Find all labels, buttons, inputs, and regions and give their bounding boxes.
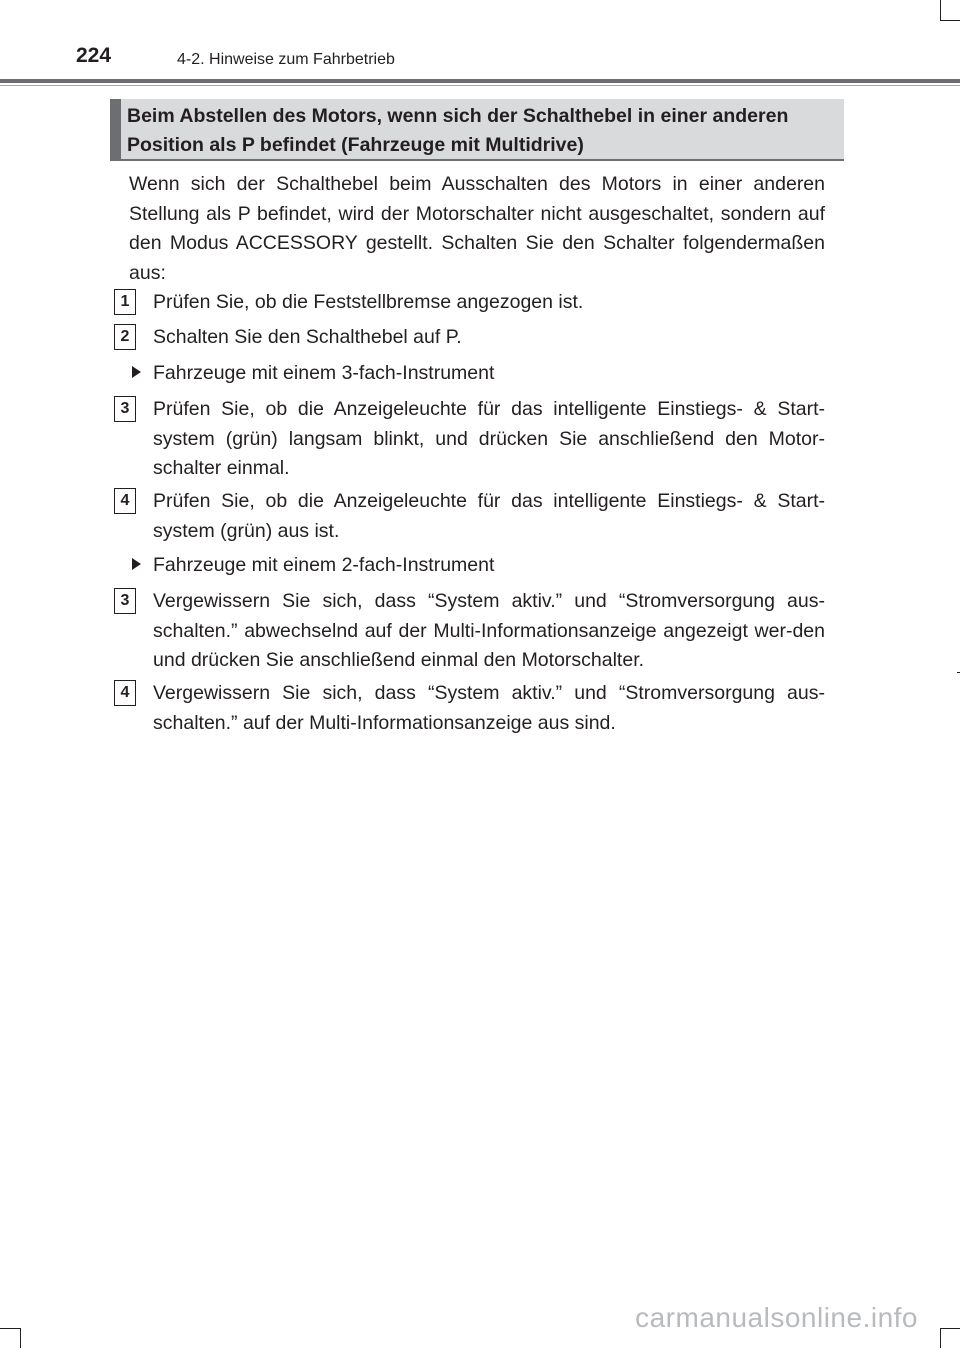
step-number-badge: 4: [114, 680, 136, 706]
step-text: Prüfen Sie, ob die Anzeigeleuchte für das intelligente Einstiegs- & Start-system (grün) langsam blinkt, und drücken Sie anschließend den Motor-schalter einmal.: [153, 398, 825, 480]
step-number-badge: 4: [114, 488, 136, 514]
step-text: Schalten Sie den Schalthebel auf P.: [153, 326, 462, 348]
crop-mark-bottom-left-v: [20, 1328, 21, 1348]
step-text: Vergewissern Sie sich, dass “System aktiv.” und “Stromversorgung aus-schalten.” auf der Multi-Informationsanzeige aus sind.: [153, 682, 825, 734]
variant-heading-2-fach: [132, 551, 832, 581]
section-heading: Beim Abstellen des Motors, wenn sich der Schalthebel in einer anderen Position als P befindet (Fahrzeuge mit Multidrive): [127, 105, 789, 156]
step-number-badge: 2: [114, 324, 136, 350]
step-number-badge: 3: [114, 588, 136, 614]
section-heading-box: [110, 99, 844, 161]
step-number-badge: 1: [114, 289, 136, 315]
header-divider: [0, 79, 960, 83]
variant-label: Fahrzeuge mit einem 3-fach-Instrument: [153, 362, 495, 384]
crop-mark-top-right-h: [940, 20, 960, 21]
page-number: 224: [76, 44, 112, 67]
step-text: Prüfen Sie, ob die Feststellbremse angezogen ist.: [153, 291, 584, 313]
crop-mark-bottom-right-h: [940, 1328, 960, 1329]
section-title: 4-2. Hinweise zum Fahrbetrieb: [177, 51, 395, 68]
variant-label: Fahrzeuge mit einem 2-fach-Instrument: [153, 554, 495, 576]
step-number-badge: 3: [114, 396, 136, 422]
crop-mark-top-right-v: [940, 0, 941, 20]
triangle-bullet-icon: [132, 366, 141, 378]
variant-heading-3-fach: [132, 359, 832, 389]
watermark: carmanualsonline.info: [635, 1302, 918, 1333]
step-text: Vergewissern Sie sich, dass “System aktiv.” und “Stromversorgung aus-schalten.” abwechselnd auf der Multi-Informationsanzeige angezeigt wer-den und drücken Sie anschließend einmal den Motorschalter.: [153, 590, 825, 672]
crop-mark-bottom-left-h: [0, 1328, 20, 1329]
triangle-bullet-icon: [132, 558, 141, 570]
crop-mark-bottom-right-v: [940, 1328, 941, 1348]
heading-accent-bar: [110, 99, 121, 159]
intro-paragraph: Wenn sich der Schalthebel beim Ausschalten des Motors in einer anderen Stellung als P befindet, wird der Motorschalter nicht ausgeschaltet, sondern auf den Modus ACCESSORY gestellt. Schalten Sie den Schalter folgendermaßen aus:: [129, 173, 825, 284]
step-text: Prüfen Sie, ob die Anzeigeleuchte für das intelligente Einstiegs- & Start-system (grün) aus ist.: [153, 490, 825, 542]
header-divider-thin: [0, 85, 960, 86]
